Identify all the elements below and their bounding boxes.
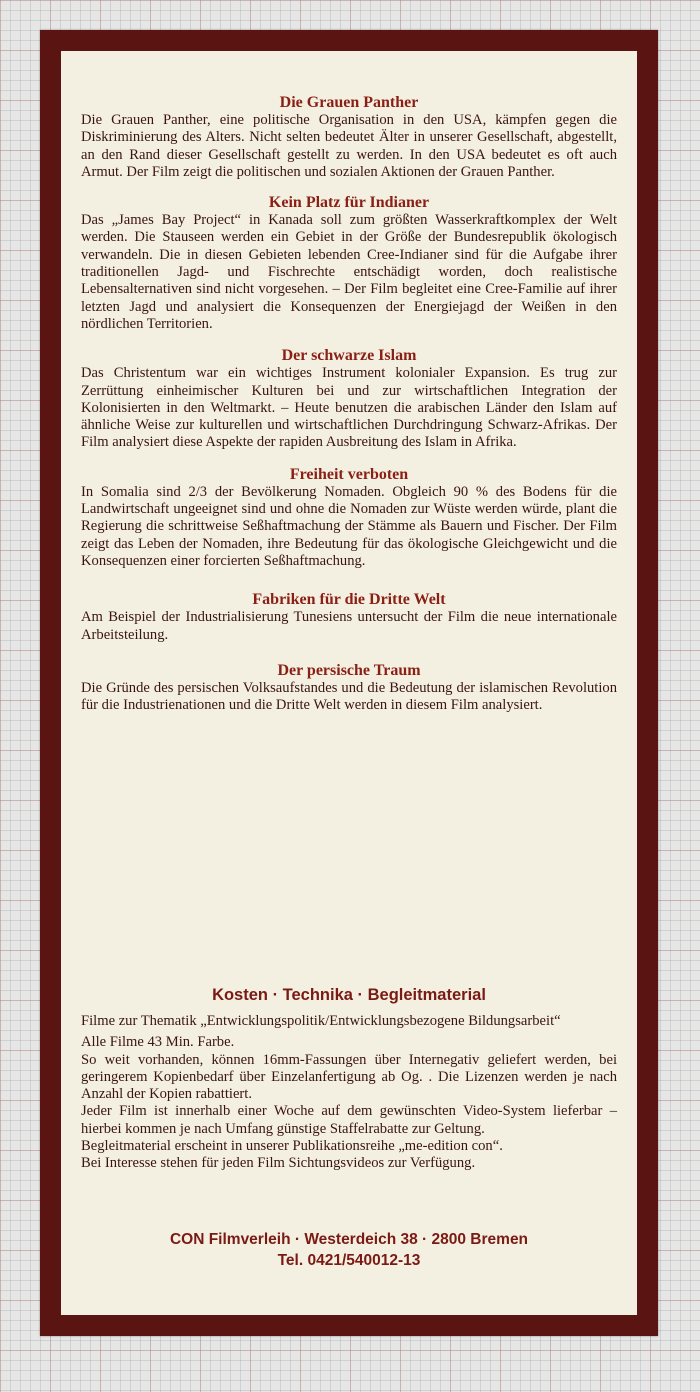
costs-para-formats: So weit vorhanden, können 16mm-Fassungen über Internegativ geliefert werden, bei geringerem Kopienbedarf über Einzelanfertigung ab Og. . Die Lizenzen werden je nach Anzahl der Kopien rabattiert. xyxy=(81,1051,617,1103)
film-section-freiheit-verboten xyxy=(81,466,617,570)
section-title: Der schwarze Islam xyxy=(281,347,417,365)
section-title: Der persische Traum xyxy=(277,661,421,679)
film-section-schwarze-islam xyxy=(81,347,617,451)
section-body: Am Beispiel der Industrialisierung Tunesiens untersucht der Film die neue internationale Arbeitsteilung. xyxy=(81,609,617,643)
film-section-grauen-panther xyxy=(81,94,617,181)
film-section-fabriken xyxy=(81,591,617,644)
section-body: Die Gründe des persischen Volksaufstandes und die Bedeutung der islamischen Revolution für die Industrienationen und die Dritte Welt werden in diesem Film analysiert. xyxy=(81,679,617,714)
section-body: Das Christentum war ein wichtiges Instrument kolonialer Expansion. Es trug zur Zerrüttung einheimischer Kulturen bei und zur wirtschaftlichen Integration der Kolonisierten in den Weltmarkt. – Heute benutzen die arabischen Länder den Islam auf ähnliche Weise zur kulturellen und wirtschaftlichen Durchdringung Schwarz-Afrikas. Der Film analysiert diese Aspekte der rapiden Ausbreitung des Islam in Afrika. xyxy=(81,365,617,451)
costs-body xyxy=(81,1013,617,1173)
brochure-panel xyxy=(61,51,637,1315)
contact-address: CON Filmverleih · Westerdeich 38 · 2800 Bremen xyxy=(169,1231,529,1248)
section-body: In Somalia sind 2/3 der Bevölkerung Nomaden. Obgleich 90 % des Bodens für die Landwirtschaft ungeeignet sind und ohne die Nomaden zur Wüste werden würde, plant die Regierung die schrittweise Seßhaftmachung der Stämme als Bauern und Fischer. Der Film zeigt das Leben der Nomaden, ihre Bedeutung für das ökologische Gleichgewicht und die Konsequenzen einer forcierten Seßhaftmachung. xyxy=(81,483,617,569)
contact-footer xyxy=(81,1229,617,1271)
costs-heading: Kosten · Technika · Begleitmaterial xyxy=(212,986,486,1004)
brochure-card xyxy=(40,30,658,1336)
section-title: Fabriken für die Dritte Welt xyxy=(252,591,446,609)
costs-para-preview: Bei Interesse stehen für jeden Film Sichtungsvideos zur Verfügung. xyxy=(81,1155,476,1172)
costs-para-thematik: Filme zur Thematik „Entwicklungspolitik/Entwicklungsbezogene Bildungsarbeit“ xyxy=(81,1013,561,1029)
film-section-kein-platz xyxy=(81,194,617,333)
section-body: Das „James Bay Project“ in Kanada soll zum größten Wasserkraftkomplex der Welt werden. Die Stauseen werden ein Gebiet in der Größe der Bundesrepublik ökologisch verwandeln. Die in diesen Gebieten lebenden Cree-Indianer sind für die Aufgabe ihrer traditionellen Jagd- und Fischrechte entschädigt worden, doch realistische Lebensalternativen sind nicht vorgesehen. – Der Film begleitet eine Cree-Familie auf ihrer letzten Jagd und analysiert die Konsequenzen der Energiejagd der Weißen in den nördlichen Territorien. xyxy=(81,212,617,332)
costs-para-duration: Alle Filme 43 Min. Farbe. xyxy=(81,1034,235,1051)
section-title: Die Grauen Panther xyxy=(279,94,419,111)
film-section-persische-traum xyxy=(81,662,617,715)
section-title: Kein Platz für Indianer xyxy=(268,194,430,212)
contact-phone: Tel. 0421/540012-13 xyxy=(277,1252,421,1269)
costs-para-material: Begleitmaterial erscheint in unserer Publikationsreihe „me-edition con“. xyxy=(81,1138,503,1155)
section-title: Freiheit verboten xyxy=(289,465,409,483)
costs-para-video: Jeder Film ist innerhalb einer Woche auf dem gewünschten Video-System lieferbar – hierbei kommen je nach Umfang günstige Staffelrabatte zur Geltung. xyxy=(81,1103,617,1137)
section-body: Die Grauen Panther, eine politische Organisation in den USA, kämpfen gegen die Diskriminierung des Alters. Nicht selten bedeutet Älter in unserer Gesellschaft, abgestellt, an den Rand dieser Gesellschaft gestellt zu werden. In den USA bedeutet es oft auch Armut. Der Film zeigt die politischen und sozialen Aktionen der Grauen Panther. xyxy=(81,112,617,180)
